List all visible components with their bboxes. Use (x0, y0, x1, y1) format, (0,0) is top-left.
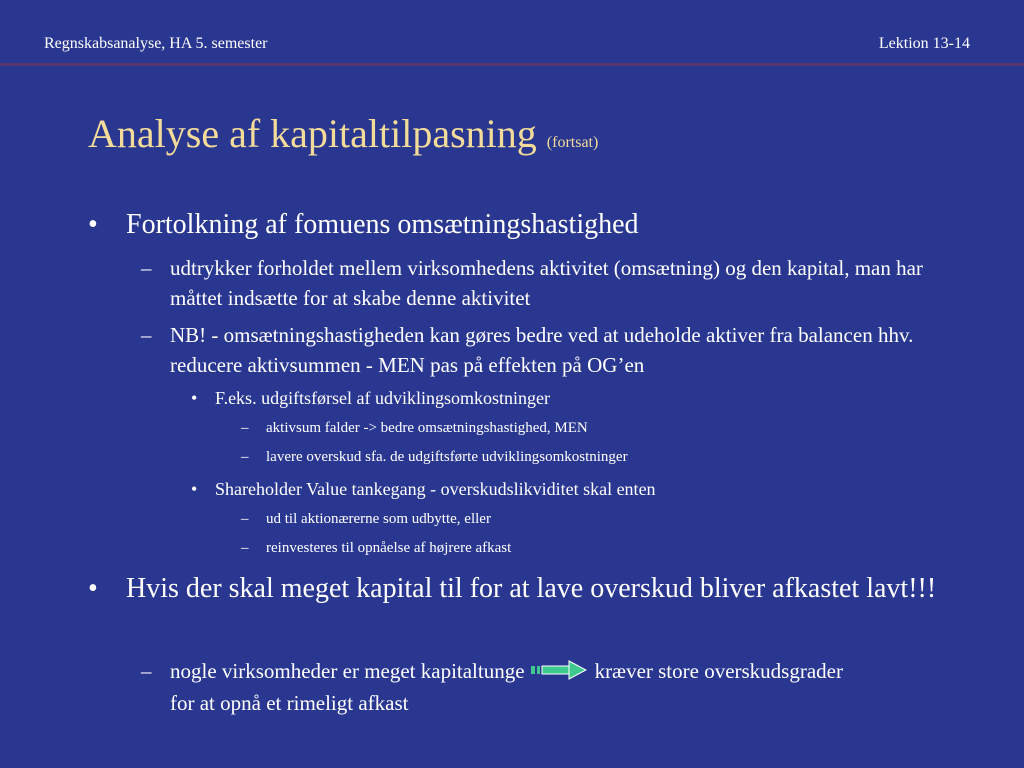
bullet-marker: • (88, 573, 98, 604)
bullet-marker: • (191, 388, 198, 408)
sub-sub-item-1: F.eks. udgiftsførsel af udviklingsomkostninger (215, 388, 551, 408)
slide-title (88, 110, 598, 157)
bullet-marker: • (88, 209, 98, 240)
detail-item-1: aktivsum falder -> bedre omsætningshastighed, MEN (266, 420, 588, 436)
slide-title-main: Analyse af kapitaltilpasning (88, 111, 537, 156)
sub-sub-item-2: Shareholder Value tankegang - overskudslikviditet skal enten (215, 479, 656, 499)
detail-item-4: reinvesteres til opnåelse af højrere afkast (266, 540, 512, 556)
dash-marker: – (141, 659, 152, 683)
header-divider (0, 63, 1024, 66)
bullet-item-2: Hvis der skal meget kapital til for at lave overskud bliver afkastet lavt!!! (126, 573, 937, 604)
lecture-label: Lektion 13-14 (878, 35, 970, 52)
detail-item-3: ud til aktionærerne som udbytte, eller (266, 511, 491, 527)
dash-marker: – (241, 540, 249, 556)
dash-marker: – (241, 420, 249, 436)
right-arrow-icon (531, 658, 587, 688)
dash-marker: – (141, 256, 152, 280)
footer-course-label: Regnskabsanalyse, HA 5. semester (44, 35, 268, 52)
sub-item-2: NB! - omsætningshastigheden kan gøres bedre ved at udeholde aktiver fra balancen hhv. reducere aktivsummen - MEN pas på effekten på OG’en (170, 323, 914, 377)
bullet-item-1: Fortolkning af fomuens omsætningshastighed (126, 209, 639, 240)
sub-item-3-text-before: nogle virksomheder er meget kapitaltunge (170, 659, 525, 683)
slide-title-sub: (fortsat) (546, 134, 599, 151)
bullet-marker: • (191, 479, 198, 499)
detail-item-2: lavere overskud sfa. de udgiftsførte udviklingsomkostninger (266, 449, 628, 465)
dash-marker: – (241, 511, 249, 527)
sub-item-3-text-after: kræver store overskudsgrader for at opnå et rimeligt afkast (170, 659, 843, 716)
dash-marker: – (141, 323, 152, 347)
sub-item-3 (170, 656, 850, 718)
dash-marker: – (241, 449, 249, 465)
sub-item-1: udtrykker forholdet mellem virksomhedens aktivitet (omsætning) og den kapital, man har måttet indsætte for at skabe denne aktivitet (170, 256, 923, 310)
